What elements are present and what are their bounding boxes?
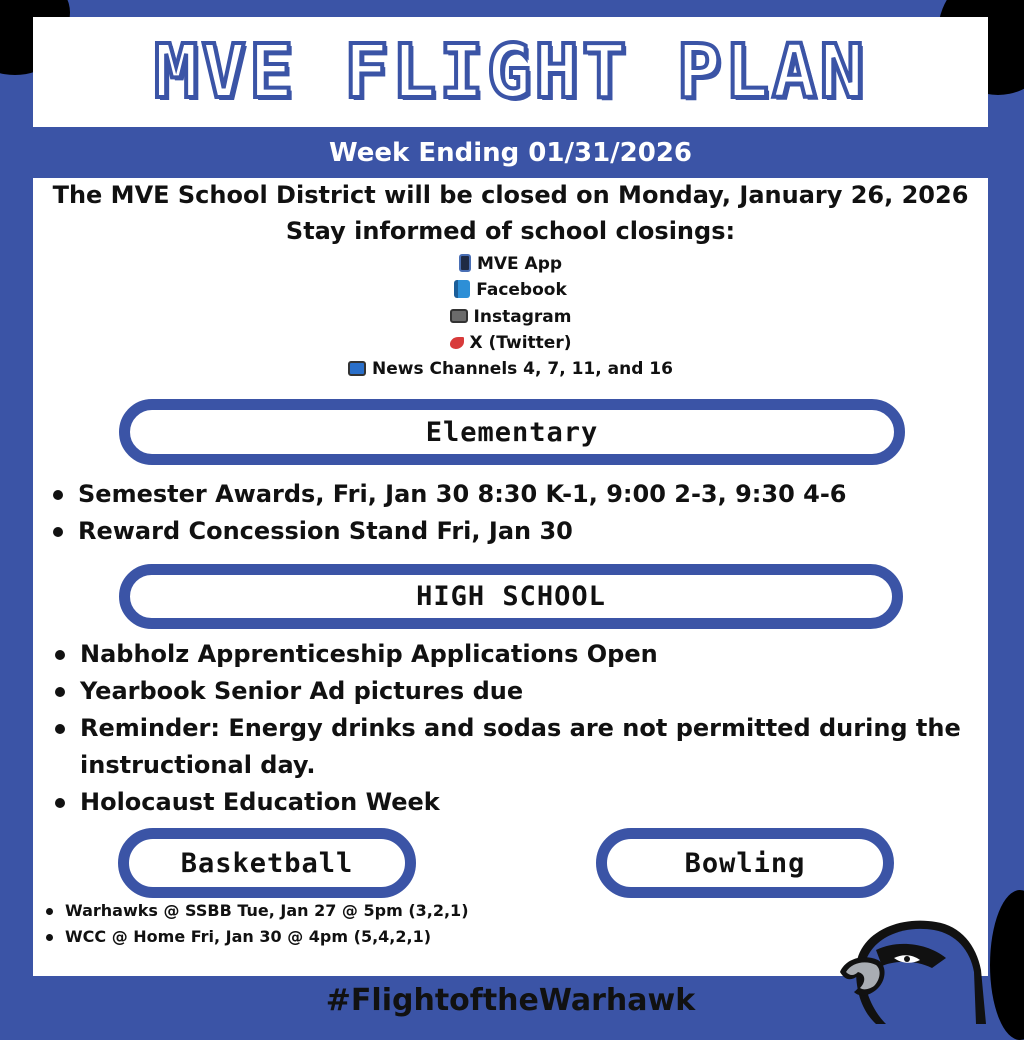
channel-x-twitter	[33, 330, 988, 356]
channel-news	[33, 356, 988, 382]
channel-label: X (Twitter)	[469, 332, 572, 353]
channel-facebook	[33, 277, 988, 303]
book-icon	[454, 280, 470, 298]
list-item: Nabholz Apprenticeship Applications Open	[35, 636, 985, 673]
footer-hashtag: #FlightoftheWarhawk	[325, 983, 696, 1018]
channel-label: Facebook	[476, 280, 567, 301]
bowling-section-header	[596, 828, 894, 898]
list-item: Yearbook Senior Ad pictures due	[35, 673, 985, 710]
list-item: Warhawks @ SSBB Tue, Jan 27 @ 5pm (3,2,1)	[33, 898, 988, 924]
content-panel	[33, 178, 988, 976]
closing-channels-list	[33, 251, 988, 382]
basketball-section-header	[118, 828, 416, 898]
closure-notice: The MVE School District will be closed on Monday, January 26, 2026	[52, 181, 969, 209]
week-ending-bar: Week Ending 01/31/2026	[328, 138, 693, 168]
list-item: Semester Awards, Fri, Jan 30 8:30 K-1, 9:00 2-3, 9:30 4-6	[33, 476, 988, 513]
channel-label: Instagram	[473, 306, 572, 327]
list-item: WCC @ Home Fri, Jan 30 @ 4pm (5,4,2,1)	[33, 924, 988, 950]
list-item: Holocaust Education Week	[35, 784, 985, 821]
high-school-section-header	[119, 564, 903, 629]
high-school-heading: HIGH SCHOOL	[416, 581, 606, 612]
list-item: Reward Concession Stand Fri, Jan 30	[33, 513, 988, 550]
high-school-list	[35, 636, 985, 821]
bowling-heading: Bowling	[684, 847, 806, 879]
corner-decoration-bottom-right	[990, 890, 1024, 1040]
bird-icon	[450, 337, 464, 349]
title-banner	[33, 17, 988, 127]
elementary-section-header	[119, 399, 905, 465]
elementary-list	[33, 476, 988, 550]
elementary-heading: Elementary	[425, 416, 599, 448]
channel-mve-app	[33, 251, 988, 277]
television-icon	[348, 361, 366, 376]
camera-icon	[450, 309, 468, 323]
closings-heading: Stay informed of school closings:	[285, 217, 736, 245]
channel-instagram	[33, 304, 988, 330]
page-title: MVE FLIGHT PLAN	[153, 29, 868, 115]
channel-label: MVE App	[476, 254, 563, 274]
list-item: Reminder: Energy drinks and sodas are not permitted during the instructional day.	[35, 710, 985, 784]
mobile-phone-icon	[459, 254, 471, 272]
basketball-heading: Basketball	[180, 847, 354, 879]
channel-label: News Channels 4, 7, 11, and 16	[372, 359, 673, 380]
